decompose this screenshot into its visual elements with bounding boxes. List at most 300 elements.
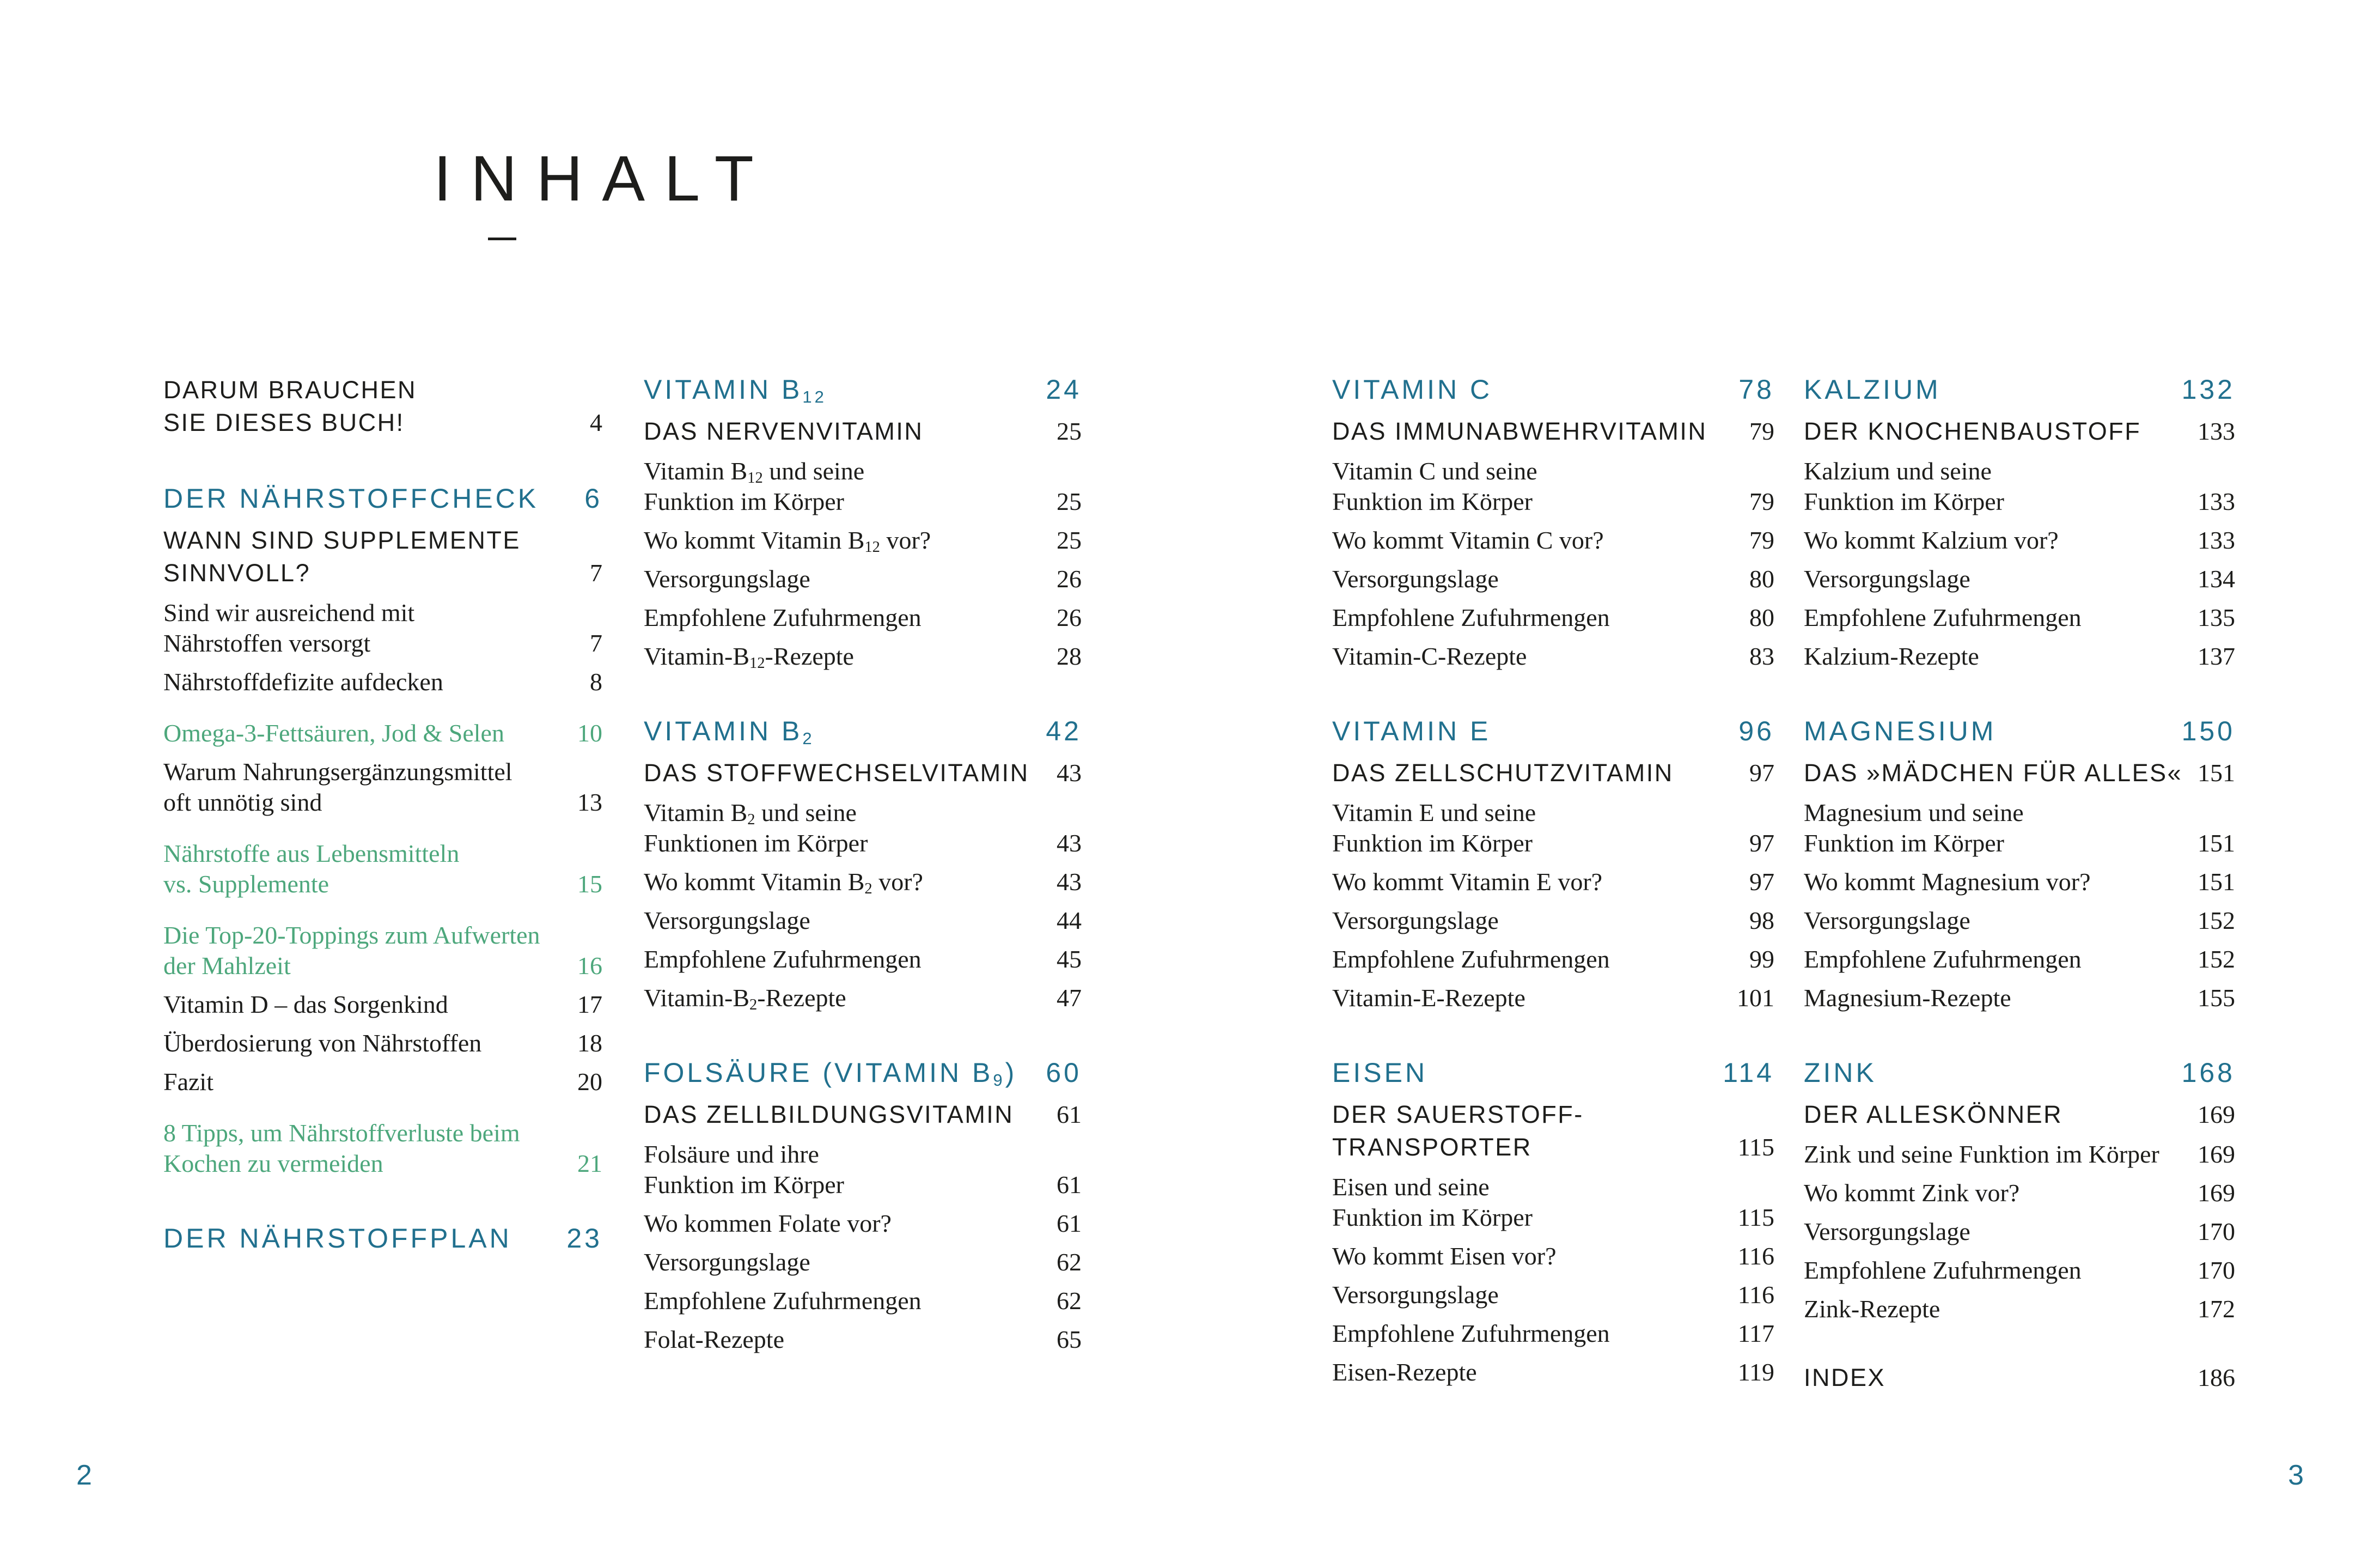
toc-entry-row	[1332, 1318, 1774, 1349]
toc-entry-row	[1804, 983, 2235, 1013]
toc-item-line: Kalzium und seine	[1804, 457, 1992, 485]
toc-item-line: Magnesium und seine	[1804, 799, 2024, 826]
toc-item-line: Versorgungslage	[1332, 907, 1499, 934]
toc-item-line: Funktion im Körper	[1332, 1203, 1533, 1231]
toc-item-line: DER SAUERSTOFF-	[1332, 1100, 1584, 1128]
toc-item-line: Versorgungslage	[1804, 907, 1970, 934]
toc-item-label	[644, 1098, 1043, 1131]
toc-item-page: 79	[1749, 417, 1774, 445]
toc-item-line: Wo kommt Magnesium vor?	[1804, 868, 2091, 896]
toc-item-label	[1332, 1318, 1725, 1349]
toc-chapter-row	[644, 1057, 1082, 1088]
toc-item-page: 134	[2198, 565, 2235, 593]
toc-item-line: TRANSPORTER	[1332, 1133, 1532, 1161]
toc-entry-row	[644, 905, 1082, 936]
toc-item-page: 6	[584, 483, 602, 514]
toc-item-label	[1332, 983, 1724, 1013]
toc-item-page: 25	[1057, 526, 1082, 554]
toc-item-page: 169	[2198, 1140, 2235, 1168]
toc-item-line: Funktionen im Körper	[644, 829, 868, 857]
toc-item-line: Versorgungslage	[1332, 565, 1499, 593]
toc-item-line: Versorgungslage	[1804, 565, 1970, 593]
toc-item-line: Nährstoffe aus Lebensmitteln	[163, 840, 460, 867]
toc-item-page: 18	[577, 1029, 602, 1057]
toc-entry-row	[644, 1139, 1082, 1200]
toc-entry-row	[163, 667, 602, 697]
toc-item-line: Empfohlene Zufuhrmengen	[644, 604, 922, 631]
toc-item-label	[644, 757, 1043, 789]
toc-item-page: 7	[590, 559, 602, 587]
toc-item-page: 61	[1057, 1100, 1082, 1128]
toc-entry-row	[644, 641, 1082, 672]
toc-item-line: Vitamin $B_2$ und seine	[644, 799, 857, 829]
toc-item-line: Vitamin-$B_2$-Rezepte	[644, 984, 846, 1014]
toc-item-page: 17	[577, 990, 602, 1018]
toc-item-line: Funktion im Körper	[1804, 829, 2004, 857]
toc-item-label	[1804, 944, 2184, 975]
toc-item-line: Fazit	[163, 1068, 213, 1096]
toc-item-line: Versorgungslage	[644, 907, 810, 934]
toc-item-line: der Mahlzeit	[163, 952, 291, 980]
toc-item-page: 60	[1046, 1057, 1082, 1088]
toc-entry-row	[163, 598, 602, 659]
toc-entry-row	[644, 798, 1082, 859]
toc-item-label	[1804, 1178, 2184, 1208]
toc-section-row	[1804, 1361, 2235, 1394]
toc-item-label	[644, 1247, 1043, 1278]
toc-item-page: 150	[2181, 716, 2235, 746]
toc-item-page: 26	[1057, 604, 1082, 631]
toc-item-line: Überdosierung von Nährstoffen	[163, 1029, 482, 1057]
toc-item-line: oft unnötig sind	[163, 788, 322, 816]
toc-item-page: 168	[2181, 1057, 2235, 1088]
toc-item-label	[163, 1067, 564, 1097]
toc-item-label	[1804, 757, 2184, 789]
toc-entry-row	[163, 718, 602, 749]
toc-item-page: 170	[2198, 1256, 2235, 1284]
toc-item-label	[644, 1208, 1043, 1239]
toc-item-line: 8 Tipps, um Nährstoffverluste beim	[163, 1119, 520, 1147]
title-dash	[488, 238, 516, 240]
toc-item-page: 151	[2198, 868, 2235, 896]
toc-item-label	[1804, 905, 2184, 936]
toc-item-page: 151	[2198, 759, 2235, 787]
toc-item-page: 43	[1057, 829, 1082, 857]
toc-item-line: Vitamin D – das Sorgenkind	[163, 990, 448, 1018]
toc-item-label	[644, 867, 1043, 897]
toc-item-line: Versorgungslage	[644, 565, 810, 593]
toc-item-page: 61	[1057, 1171, 1082, 1199]
toc-chapter-row	[1804, 1057, 2235, 1088]
toc-item-line: SINNVOLL?	[163, 559, 311, 587]
toc-item-line: Versorgungslage	[1332, 1281, 1499, 1309]
toc-entry-row	[644, 456, 1082, 517]
toc-item-label	[644, 603, 1043, 633]
toc-entry-row	[1804, 1255, 2235, 1286]
toc-entry-row	[163, 989, 602, 1020]
toc-item-page: 133	[2198, 488, 2235, 515]
toc-entry-row	[163, 757, 602, 818]
toc-item-line: Kalzium-Rezepte	[1804, 642, 1979, 670]
toc-item-line: Zink-Rezepte	[1804, 1295, 1940, 1323]
toc-item-page: 10	[577, 719, 602, 747]
toc-entry-row	[163, 920, 602, 981]
toc-item-line: Magnesium-Rezepte	[1804, 984, 2011, 1012]
toc-chapter-row	[1332, 1057, 1774, 1088]
toc-entry-row	[163, 1028, 602, 1059]
toc-item-line: VITAMIN $B_{12}$	[644, 374, 827, 406]
toc-item-page: 155	[2198, 984, 2235, 1012]
toc-item-page: 47	[1057, 984, 1082, 1012]
toc-item-page: 83	[1749, 642, 1774, 670]
toc-entry-row	[1332, 525, 1774, 556]
toc-item-page: 152	[2198, 907, 2235, 934]
toc-item-page: 23	[566, 1223, 602, 1254]
toc-item-page: 137	[2198, 642, 2235, 670]
toc-item-label	[644, 944, 1043, 975]
toc-item-page: 4	[590, 409, 602, 436]
toc-entry-row	[1332, 944, 1774, 975]
toc-item-label	[1332, 415, 1736, 448]
toc-item-page: 61	[1057, 1209, 1082, 1237]
toc-entry-row	[163, 838, 602, 899]
toc-entry-row	[644, 1286, 1082, 1316]
toc-item-label	[1332, 1057, 1710, 1088]
toc-item-label	[1804, 1139, 2184, 1170]
toc-item-page: 115	[1737, 1203, 1774, 1231]
toc-item-label	[644, 374, 1033, 405]
toc-item-label	[1332, 456, 1736, 517]
toc-entry-row	[1804, 1294, 2235, 1324]
toc-item-label	[1332, 1172, 1725, 1233]
toc-item-line: Eisen und seine	[1332, 1173, 1490, 1201]
toc-item-line: DAS STOFFWECHSELVITAMIN	[644, 759, 1029, 787]
toc-item-line: DER NÄHRSTOFFPLAN	[163, 1223, 512, 1254]
toc-item-line: ZINK	[1804, 1057, 1877, 1088]
toc-entry-row	[1804, 1178, 2235, 1208]
toc-item-page: 99	[1749, 945, 1774, 973]
toc-item-line: DER KNOCHENBAUSTOFF	[1804, 417, 2141, 445]
toc-item-line: Die Top-20-Toppings zum Aufwerten	[163, 921, 540, 949]
toc-item-label	[1804, 1057, 2169, 1088]
toc-entry-row	[1804, 641, 2235, 672]
toc-item-label	[1332, 867, 1736, 897]
toc-item-line: Empfohlene Zufuhrmengen	[1804, 945, 2082, 973]
toc-item-page: 24	[1046, 374, 1082, 405]
toc-item-page: 152	[2198, 945, 2235, 973]
toc-item-label	[1804, 1255, 2184, 1286]
toc-item-label	[1332, 603, 1736, 633]
toc-entry-row	[644, 603, 1082, 633]
toc-section-row	[1804, 415, 2235, 448]
toc-item-label	[1804, 1294, 2184, 1324]
toc-item-page: 44	[1057, 907, 1082, 934]
toc-entry-row	[644, 1247, 1082, 1278]
toc-chapter-row	[1804, 715, 2235, 747]
toc-item-page: 172	[2198, 1295, 2235, 1323]
toc-item-page: 114	[1723, 1057, 1774, 1088]
toc-item-label	[163, 1223, 553, 1254]
toc-item-line: Wo kommen Folate vor?	[644, 1209, 892, 1237]
toc-item-line: Wo kommt Vitamin C vor?	[1332, 526, 1604, 554]
toc-section-row	[1332, 415, 1774, 448]
toc-item-line: Empfohlene Zufuhrmengen	[1332, 604, 1610, 631]
toc-item-line: Wo kommt Vitamin $B_2$ vor?	[644, 868, 923, 898]
toc-item-label	[644, 715, 1033, 747]
toc-entry-row	[644, 525, 1082, 556]
toc-entry-row	[1332, 1280, 1774, 1310]
toc-item-label	[1804, 374, 2169, 405]
toc-entry-row	[644, 944, 1082, 975]
toc-item-line: Zink und seine Funktion im Körper	[1804, 1140, 2159, 1168]
toc-item-line: VITAMIN C	[1332, 374, 1493, 405]
toc-item-line: Empfohlene Zufuhrmengen	[1332, 945, 1610, 973]
toc-item-label	[1332, 1280, 1725, 1310]
toc-section-row	[1332, 757, 1774, 789]
toc-item-page: 169	[2198, 1100, 2235, 1128]
toc-entry-row	[1804, 905, 2235, 936]
toc-item-label	[644, 525, 1043, 556]
toc-item-label	[163, 667, 577, 697]
toc-item-line: Vitamin-E-Rezepte	[1332, 984, 1525, 1012]
toc-item-page: 79	[1749, 526, 1774, 554]
toc-item-line: Funktion im Körper	[1332, 488, 1533, 515]
toc-item-line: Empfohlene Zufuhrmengen	[644, 945, 922, 973]
toc-item-label	[1804, 867, 2184, 897]
toc-item-label	[1332, 1241, 1725, 1272]
toc-item-line: Nährstoffdefizite aufdecken	[163, 668, 443, 696]
toc-item-line: VITAMIN $B_2$	[644, 716, 815, 748]
toc-item-label	[163, 524, 577, 589]
toc-item-label	[1332, 1357, 1725, 1388]
toc-item-label	[163, 989, 564, 1020]
toc-item-label	[163, 598, 577, 659]
toc-item-label	[1804, 1217, 2184, 1247]
toc-item-page: 97	[1749, 868, 1774, 896]
toc-item-page: 115	[1737, 1133, 1774, 1161]
toc-entry-row	[1804, 1139, 2235, 1170]
toc-entry-row	[1804, 456, 2235, 517]
toc-item-label	[1332, 715, 1725, 747]
toc-item-page: 186	[2198, 1364, 2235, 1391]
toc-item-line: Funktion im Körper	[1332, 829, 1533, 857]
toc-item-line: VITAMIN E	[1332, 716, 1491, 746]
toc-item-page: 97	[1749, 759, 1774, 787]
toc-item-line: Omega-3-Fettsäuren, Jod & Selen	[163, 719, 504, 747]
toc-item-line: Vitamin C und seine	[1332, 457, 1537, 485]
toc-item-page: 7	[590, 629, 602, 657]
toc-item-label	[1332, 944, 1736, 975]
toc-item-line: DAS ZELLBILDUNGSVITAMIN	[644, 1100, 1014, 1128]
toc-item-page: 8	[590, 668, 602, 696]
toc-item-label	[1332, 374, 1725, 405]
toc-entry-row	[163, 1118, 602, 1179]
toc-item-label	[1804, 1098, 2184, 1131]
toc-item-line: DAS IMMUNABWEHRVITAMIN	[1332, 417, 1707, 445]
toc-item-page: 25	[1057, 488, 1082, 515]
toc-chapter-row	[163, 483, 602, 514]
toc-item-line: SIE DIESES BUCH!	[163, 409, 405, 436]
toc-item-page: 80	[1749, 565, 1774, 593]
toc-item-label	[644, 798, 1043, 859]
toc-item-label	[1804, 1361, 2184, 1394]
toc-item-line: Nährstoffen versorgt	[163, 629, 371, 657]
toc-item-page: 116	[1737, 1242, 1774, 1270]
toc-entry-row	[644, 1208, 1082, 1239]
toc-item-line: Wo kommt Eisen vor?	[1332, 1242, 1557, 1270]
toc-item-line: Versorgungslage	[644, 1248, 810, 1276]
toc-item-label	[163, 838, 564, 899]
toc-item-page: 170	[2198, 1218, 2235, 1245]
toc-section-row	[163, 524, 602, 589]
toc-item-page: 43	[1057, 759, 1082, 787]
toc-item-page: 151	[2198, 829, 2235, 857]
toc-item-label	[1804, 564, 2184, 594]
toc-item-line: MAGNESIUM	[1804, 716, 1997, 746]
toc-item-line: DAS »MÄDCHEN FÜR ALLES«	[1804, 759, 2183, 787]
toc-item-label	[644, 1324, 1043, 1355]
toc-item-line: Wo kommt Zink vor?	[1804, 1179, 2020, 1207]
toc-entry-row	[1332, 1357, 1774, 1388]
toc-item-label	[163, 374, 577, 439]
toc-item-page: 97	[1749, 829, 1774, 857]
toc-entry-row	[644, 867, 1082, 897]
toc-item-page: 28	[1057, 642, 1082, 670]
toc-section-row	[644, 1098, 1082, 1131]
toc-entry-row	[1804, 1217, 2235, 1247]
toc-entry-row	[1332, 456, 1774, 517]
toc-item-line: Vitamin-$B_{12}$-Rezepte	[644, 642, 854, 672]
toc-item-page: 13	[577, 788, 602, 816]
toc-item-line: vs. Supplemente	[163, 870, 329, 898]
toc-item-page: 98	[1749, 907, 1774, 934]
toc-item-page: 119	[1737, 1358, 1774, 1386]
toc-item-line: Vitamin-C-Rezepte	[1332, 642, 1527, 670]
toc-item-label	[644, 456, 1043, 517]
toc-item-page: 169	[2198, 1179, 2235, 1207]
toc-item-page: 79	[1749, 488, 1774, 515]
toc-section-row	[644, 757, 1082, 789]
toc-item-label	[1804, 798, 2184, 859]
toc-item-line: Wo kommt Kalzium vor?	[1804, 526, 2059, 554]
toc-item-line: Funktion im Körper	[644, 488, 844, 515]
toc-chapter-row	[1804, 374, 2235, 405]
toc-item-page: 80	[1749, 604, 1774, 631]
toc-item-line: Folsäure und ihre	[644, 1140, 819, 1168]
toc-item-label	[1332, 525, 1736, 556]
toc-entry-row	[1804, 603, 2235, 633]
toc-column-2	[644, 374, 1082, 1355]
toc-item-label	[163, 483, 571, 514]
toc-item-line: Folat-Rezepte	[644, 1325, 785, 1353]
toc-item-label	[644, 1057, 1033, 1088]
toc-section-row	[163, 374, 602, 439]
toc-chapter-row	[1332, 715, 1774, 747]
page-number-left: 2	[76, 1459, 92, 1491]
toc-item-page: 43	[1057, 868, 1082, 896]
toc-item-page: 15	[577, 870, 602, 898]
toc-column-1	[163, 374, 602, 1254]
toc-item-label	[644, 1286, 1043, 1316]
toc-item-label	[644, 905, 1043, 936]
toc-item-label	[1804, 456, 2184, 517]
toc-item-page: 62	[1057, 1287, 1082, 1315]
toc-column-3	[1332, 374, 1774, 1388]
toc-item-line: Kochen zu vermeiden	[163, 1149, 383, 1177]
toc-section-row	[1804, 1098, 2235, 1131]
toc-item-page: 96	[1738, 716, 1774, 746]
toc-item-line: DER ALLESKÖNNER	[1804, 1100, 2063, 1128]
toc-item-line: Warum Nahrungsergänzungsmittel	[163, 758, 512, 786]
toc-item-label	[163, 920, 564, 981]
toc-item-label	[1804, 715, 2169, 747]
toc-item-line: DER NÄHRSTOFFCHECK	[163, 483, 539, 514]
toc-item-line: Empfohlene Zufuhrmengen	[1804, 1256, 2082, 1284]
toc-item-label	[1804, 415, 2184, 448]
toc-item-page: 65	[1057, 1325, 1082, 1353]
toc-item-line: INDEX	[1804, 1364, 1886, 1391]
toc-item-page: 42	[1046, 716, 1082, 746]
toc-chapter-row	[644, 374, 1082, 405]
toc-section-row	[1332, 1098, 1774, 1164]
toc-entry-row	[1332, 603, 1774, 633]
toc-item-line: Wo kommt Vitamin $B_{12}$ vor?	[644, 526, 931, 556]
toc-item-page: 21	[577, 1149, 602, 1177]
toc-item-label	[1804, 603, 2184, 633]
toc-entry-row	[163, 1067, 602, 1097]
toc-entry-row	[1804, 525, 2235, 556]
toc-entry-row	[1804, 798, 2235, 859]
toc-item-line: KALZIUM	[1804, 374, 1941, 405]
toc-entry-row	[1332, 1241, 1774, 1272]
toc-item-label	[1332, 905, 1736, 936]
toc-item-label	[163, 1118, 564, 1179]
toc-item-label	[163, 1028, 564, 1059]
toc-item-line: Funktion im Körper	[1804, 488, 2004, 515]
toc-item-label	[163, 757, 564, 818]
toc-section-row	[1804, 757, 2235, 789]
toc-item-line: DAS NERVENVITAMIN	[644, 417, 924, 445]
toc-item-page: 62	[1057, 1248, 1082, 1276]
toc-item-page: 133	[2198, 526, 2235, 554]
toc-item-label	[1332, 641, 1736, 672]
toc-item-page: 116	[1737, 1281, 1774, 1309]
toc-item-label	[163, 718, 564, 749]
toc-item-page: 135	[2198, 604, 2235, 631]
toc-item-label	[1332, 564, 1736, 594]
page-title: INHALT	[434, 143, 773, 215]
toc-item-line: EISEN	[1332, 1057, 1428, 1088]
toc-item-line: DARUM BRAUCHEN	[163, 376, 417, 404]
toc-item-label	[1332, 1098, 1725, 1164]
toc-item-line: Vitamin E und seine	[1332, 799, 1536, 826]
toc-entry-row	[644, 983, 1082, 1013]
toc-section-row	[644, 415, 1082, 448]
toc-chapter-row	[163, 1223, 602, 1254]
toc-item-line: Empfohlene Zufuhrmengen	[644, 1287, 922, 1315]
toc-item-page: 20	[577, 1068, 602, 1096]
toc-entry-row	[1332, 1172, 1774, 1233]
toc-entry-row	[1332, 867, 1774, 897]
toc-item-page: 26	[1057, 565, 1082, 593]
toc-item-line: WANN SIND SUPPLEMENTE	[163, 526, 521, 554]
toc-item-label	[644, 641, 1043, 672]
toc-entry-row	[1804, 944, 2235, 975]
toc-item-page: 45	[1057, 945, 1082, 973]
toc-entry-row	[644, 564, 1082, 594]
toc-entry-row	[1332, 983, 1774, 1013]
toc-entry-row	[1332, 798, 1774, 859]
